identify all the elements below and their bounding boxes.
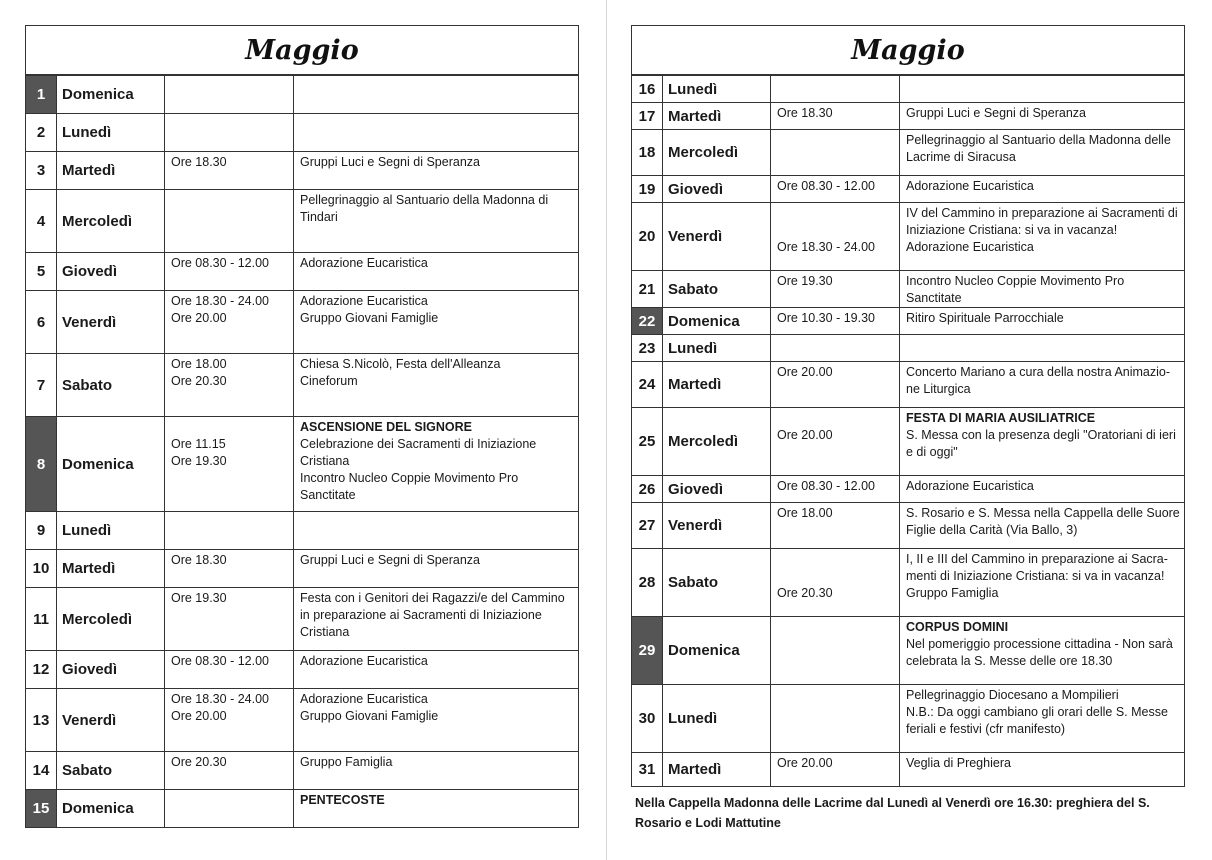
calendar-row [632, 503, 1185, 549]
event-time [777, 222, 895, 239]
day-number: 5 [26, 253, 57, 291]
calendar-row [26, 190, 579, 253]
day-number: 29 [632, 617, 663, 685]
calendar-row [632, 362, 1185, 408]
event-times [165, 114, 294, 152]
calendar-row [26, 76, 579, 114]
event-time: Ore 10.30 - 19.30 [777, 311, 875, 325]
event-time: Ore 18.30 - 24.00 [171, 294, 269, 308]
event-description [294, 790, 579, 828]
event-description [900, 103, 1185, 130]
event-text: S. Rosario e S. Messa nella Cappella delle Suore Figlie della Carità (Via Ballo, 3) [906, 506, 1180, 537]
event-text: Adorazione Eucaristica [906, 179, 1034, 193]
weekday-name: Giovedì [57, 651, 165, 689]
event-description [294, 417, 579, 512]
event-times [771, 176, 900, 203]
event-heading: CORPUS DOMINI [906, 620, 1009, 634]
calendar-table-left [25, 75, 579, 828]
calendar-row [26, 651, 579, 689]
weekday-name: Sabato [663, 549, 771, 617]
day-number: 19 [632, 176, 663, 203]
event-time: Ore 19.30 [171, 454, 227, 468]
day-number: 1 [26, 76, 57, 114]
event-text: Adorazione Eucaristica [906, 479, 1034, 493]
event-time: Ore 18.00 [171, 357, 227, 371]
event-text: Gruppi Luci e Segni di Speranza [906, 106, 1086, 120]
event-description [900, 549, 1185, 617]
event-text: Pellegrinaggio al Santuario della Madonna delle Lacrime di Siracusa [906, 133, 1171, 164]
weekday-name: Mercoledì [663, 408, 771, 476]
event-time: Ore 20.00 [171, 709, 227, 723]
event-time: Ore 18.30 - 24.00 [777, 240, 875, 254]
event-times [771, 203, 900, 271]
footnote: Nella Cappella Madonna delle Lacrime dal Lunedì al Venerdì ore 16.30: preghiera del S. Rosario e Lodi Mattutine [635, 796, 1150, 830]
calendar-row [632, 549, 1185, 617]
event-times [165, 417, 294, 512]
month-title: Maggio [631, 25, 1185, 75]
event-times [771, 335, 900, 362]
weekday-name: Lunedì [663, 76, 771, 103]
event-description [294, 114, 579, 152]
event-time: Ore 18.30 [171, 155, 227, 169]
weekday-name: Venerdì [57, 689, 165, 752]
page-divider [606, 0, 607, 860]
day-number: 30 [632, 685, 663, 753]
event-text: Pellegrinaggio Diocesano a Mompilieri [906, 688, 1119, 702]
event-time [777, 551, 895, 568]
event-time: Ore 11.15 [171, 437, 226, 451]
event-times [771, 362, 900, 408]
event-text: N.B.: Da oggi cambiano gli orari delle S. Messe feriali e festivi (cfr manifesto) [906, 705, 1168, 736]
calendar-row [26, 752, 579, 790]
day-number: 23 [632, 335, 663, 362]
event-times [771, 685, 900, 753]
weekday-name: Lunedì [57, 114, 165, 152]
month-title: Maggio [25, 25, 579, 75]
event-time [171, 419, 289, 436]
day-number: 28 [632, 549, 663, 617]
day-number: 10 [26, 550, 57, 588]
weekday-name: Venerdì [57, 291, 165, 354]
event-time: Ore 18.30 [777, 106, 833, 120]
event-description [900, 76, 1185, 103]
event-text: Gruppi Luci e Segni di Speranza [300, 155, 480, 169]
weekday-name: Sabato [663, 271, 771, 308]
event-text: Celebrazione dei Sacramenti di Iniziazione Cristiana [300, 437, 537, 468]
event-time: Ore 18.30 - 24.00 [171, 692, 269, 706]
calendar-row [26, 790, 579, 828]
event-times [771, 76, 900, 103]
event-text: Gruppi Luci e Segni di Speranza [300, 553, 480, 567]
day-number: 21 [632, 271, 663, 308]
weekday-name: Giovedì [663, 176, 771, 203]
calendar-row [26, 512, 579, 550]
event-times [771, 503, 900, 549]
event-time: Ore 08.30 - 12.00 [171, 256, 269, 270]
event-text: Nel pomeriggio processione cittadina - Non sarà celebrata la S. Messe delle ore 18.30 [906, 637, 1173, 668]
day-number: 17 [632, 103, 663, 130]
calendar-row [632, 176, 1185, 203]
weekday-name: Lunedì [663, 685, 771, 753]
event-description [294, 354, 579, 417]
event-heading: ASCENSIONE DEL SIGNORE [300, 420, 473, 434]
event-description [294, 550, 579, 588]
calendar-row [26, 550, 579, 588]
weekday-name: Sabato [57, 752, 165, 790]
event-text: Pellegrinaggio al Santuario della Madonna di Tindari [300, 193, 549, 224]
day-number: 18 [632, 130, 663, 176]
event-text: Cineforum [300, 374, 358, 388]
day-number: 26 [632, 476, 663, 503]
calendar-row [26, 291, 579, 354]
event-text: S. Messa con la presenza degli "Oratoriani di ieri e di oggi" [906, 428, 1176, 459]
event-description [294, 752, 579, 790]
calendar-table-right [631, 75, 1185, 787]
weekday-name: Martedì [57, 152, 165, 190]
event-time: Ore 20.00 [171, 311, 227, 325]
event-description [900, 308, 1185, 335]
event-times [771, 308, 900, 335]
weekday-name: Giovedì [663, 476, 771, 503]
event-text: Gruppo Famiglia [300, 755, 393, 769]
event-text: Adorazione Eucaristica [300, 692, 428, 706]
weekday-name: Lunedì [57, 512, 165, 550]
calendar-row [632, 130, 1185, 176]
event-description [900, 335, 1185, 362]
day-number: 20 [632, 203, 663, 271]
day-number: 12 [26, 651, 57, 689]
event-heading: FESTA DI MARIA AUSILIATRICE [906, 411, 1096, 425]
event-times [165, 253, 294, 291]
event-description [294, 689, 579, 752]
calendar-row [632, 203, 1185, 271]
event-description [900, 203, 1185, 271]
calendar-row [632, 335, 1185, 362]
event-time: Ore 20.00 [777, 756, 833, 770]
event-description [900, 753, 1185, 787]
weekday-name: Domenica [57, 76, 165, 114]
event-text: Gruppo Famiglia [906, 586, 999, 600]
day-number: 4 [26, 190, 57, 253]
event-times [771, 753, 900, 787]
calendar-row [632, 476, 1185, 503]
calendar-row [632, 617, 1185, 685]
day-number: 22 [632, 308, 663, 335]
calendar-row [632, 753, 1185, 787]
event-text: Gruppo Giovani Famiglie [300, 709, 439, 723]
event-time [777, 410, 895, 427]
event-description [900, 503, 1185, 549]
calendar-row [26, 253, 579, 291]
event-time: Ore 19.30 [171, 591, 227, 605]
event-time: Ore 08.30 - 12.00 [777, 179, 875, 193]
day-number: 14 [26, 752, 57, 790]
calendar-row [26, 354, 579, 417]
event-time: Ore 20.00 [777, 365, 833, 379]
calendar-row [632, 271, 1185, 308]
event-description [294, 291, 579, 354]
weekday-name: Mercoledì [57, 588, 165, 651]
day-number: 3 [26, 152, 57, 190]
day-number: 13 [26, 689, 57, 752]
event-text: Concerto Mariano a cura della nostra Animazio-ne Liturgica [906, 365, 1171, 396]
event-time: Ore 18.30 [171, 553, 227, 567]
event-times [165, 76, 294, 114]
event-times [165, 588, 294, 651]
event-times [771, 103, 900, 130]
weekday-name: Mercoledì [57, 190, 165, 253]
calendar-row [26, 152, 579, 190]
weekday-name: Domenica [57, 790, 165, 828]
calendar-row [632, 685, 1185, 753]
event-description [900, 130, 1185, 176]
calendar-row [26, 588, 579, 651]
event-time: Ore 08.30 - 12.00 [171, 654, 269, 668]
event-times [165, 651, 294, 689]
event-time [777, 205, 895, 222]
event-description [294, 152, 579, 190]
event-description [900, 685, 1185, 753]
event-text: Adorazione Eucaristica [300, 654, 428, 668]
left-page [25, 25, 579, 828]
event-text: Veglia di Preghiera [906, 756, 1011, 770]
event-time: Ore 20.30 [171, 374, 227, 388]
event-times [771, 130, 900, 176]
event-times [165, 291, 294, 354]
day-number: 27 [632, 503, 663, 549]
weekday-name: Mercoledì [663, 130, 771, 176]
event-heading: PENTECOSTE [300, 793, 385, 807]
event-times [165, 190, 294, 253]
event-times [165, 790, 294, 828]
weekday-name: Giovedì [57, 253, 165, 291]
event-text: Festa con i Genitori dei Ragazzi/e del Cammino in preparazione ai Sacramenti di Iniziazione Cristiana [300, 591, 565, 639]
day-number: 31 [632, 753, 663, 787]
event-description [294, 588, 579, 651]
event-text: Incontro Nucleo Coppie Movimento Pro Sanctitate [906, 274, 1125, 305]
event-text: I, II e III del Cammino in preparazione ai Sacra-menti di Iniziazione Cristiana: si va in vacanza! [906, 552, 1168, 583]
weekday-name: Domenica [663, 617, 771, 685]
event-description [900, 271, 1185, 308]
event-text: Adorazione Eucaristica [300, 256, 428, 270]
event-time: Ore 20.00 [777, 428, 833, 442]
day-number: 24 [632, 362, 663, 408]
day-number: 15 [26, 790, 57, 828]
event-time: Ore 20.30 [777, 586, 833, 600]
event-description [294, 76, 579, 114]
day-number: 11 [26, 588, 57, 651]
event-text: Gruppo Giovani Famiglie [300, 311, 439, 325]
event-text: Incontro Nucleo Coppie Movimento Pro Sanctitate [300, 471, 519, 502]
event-description [294, 651, 579, 689]
event-text: Adorazione Eucaristica [300, 294, 428, 308]
event-times [771, 476, 900, 503]
event-description [900, 476, 1185, 503]
event-time: Ore 19.30 [777, 274, 833, 288]
calendar-row [632, 308, 1185, 335]
weekday-name: Martedì [663, 362, 771, 408]
weekday-name: Venerdì [663, 203, 771, 271]
event-text: Ritiro Spirituale Parrocchiale [906, 311, 1064, 325]
event-description [294, 253, 579, 291]
right-page [631, 25, 1185, 833]
event-time: Ore 20.30 [171, 755, 227, 769]
event-times [165, 689, 294, 752]
day-number: 8 [26, 417, 57, 512]
event-description [900, 617, 1185, 685]
event-time [777, 568, 895, 585]
weekday-name: Sabato [57, 354, 165, 417]
calendar-row [632, 76, 1185, 103]
day-number: 7 [26, 354, 57, 417]
event-time: Ore 08.30 - 12.00 [777, 479, 875, 493]
event-text: IV del Cammino in preparazione ai Sacramenti di Iniziazione Cristiana: si va in vacanza! [906, 206, 1178, 237]
event-times [771, 617, 900, 685]
weekday-name: Domenica [57, 417, 165, 512]
event-description [900, 362, 1185, 408]
calendar-row [26, 114, 579, 152]
event-times [771, 549, 900, 617]
calendar-row [632, 103, 1185, 130]
event-text: Adorazione Eucaristica [906, 240, 1034, 254]
event-description [900, 408, 1185, 476]
day-number: 9 [26, 512, 57, 550]
weekday-name: Martedì [663, 103, 771, 130]
calendar-row [26, 417, 579, 512]
event-times [165, 550, 294, 588]
weekday-name: Martedì [57, 550, 165, 588]
event-times [165, 512, 294, 550]
event-description [294, 190, 579, 253]
weekday-name: Lunedì [663, 335, 771, 362]
event-times [771, 271, 900, 308]
event-description [294, 512, 579, 550]
weekday-name: Venerdì [663, 503, 771, 549]
event-times [165, 752, 294, 790]
event-text: Chiesa S.Nicolò, Festa dell'Alleanza [300, 357, 501, 371]
event-time: Ore 18.00 [777, 506, 833, 520]
event-times [165, 152, 294, 190]
weekday-name: Domenica [663, 308, 771, 335]
day-number: 16 [632, 76, 663, 103]
day-number: 6 [26, 291, 57, 354]
day-number: 2 [26, 114, 57, 152]
calendar-row [26, 689, 579, 752]
event-times [771, 408, 900, 476]
day-number: 25 [632, 408, 663, 476]
calendar-row [632, 408, 1185, 476]
event-times [165, 354, 294, 417]
event-description [900, 176, 1185, 203]
weekday-name: Martedì [663, 753, 771, 787]
